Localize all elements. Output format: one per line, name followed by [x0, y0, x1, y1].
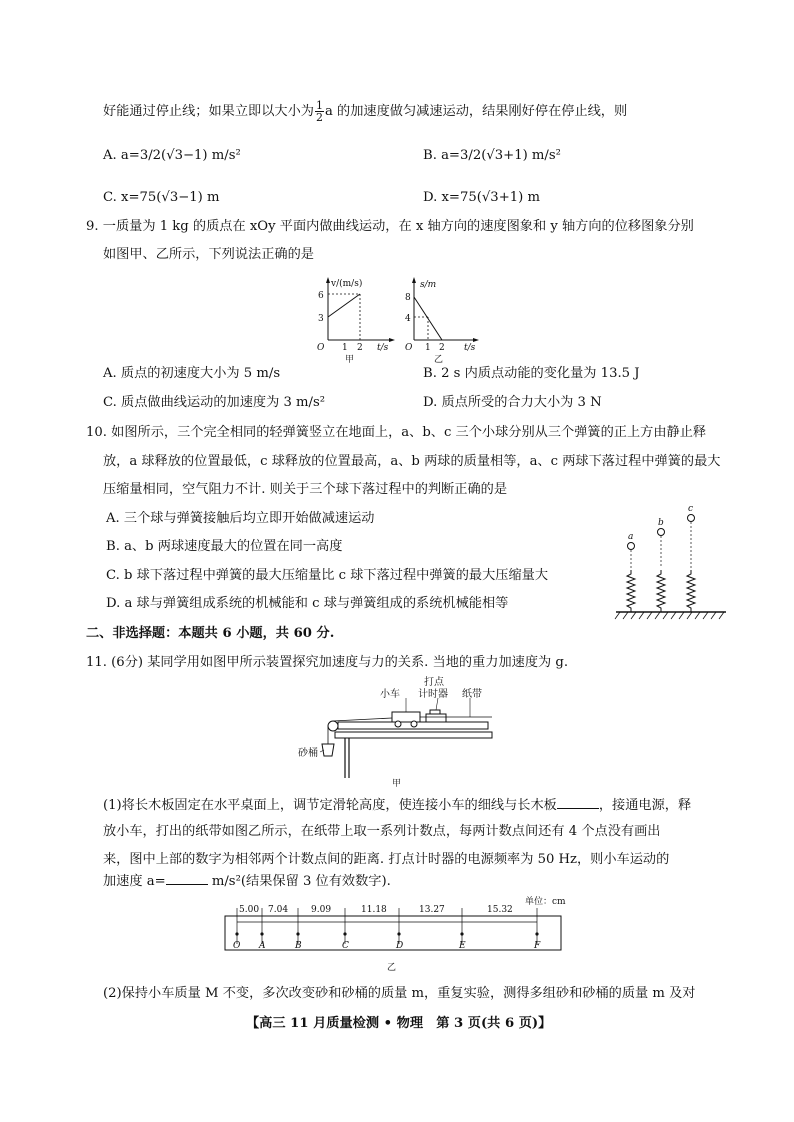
tape-unit: 单位：cm — [525, 897, 566, 907]
graph-jia-origin: O — [317, 343, 325, 353]
q11-p1-line4-b: m/s²(结果保留 3 位有效数字). — [207, 874, 391, 889]
q8-stem-text-b: a 的加速度做匀减速运动，结果刚好停在停止线，则 — [325, 104, 628, 119]
q10-stem-line1: 10. 如图所示，三个完全相同的轻弹簧竖立在地面上，a、b、c 三个小球分别从三个弹簧的正上方由静止释 — [86, 425, 707, 440]
fraction-one-half — [315, 100, 324, 123]
dist-DE: 13.27 — [419, 905, 445, 915]
q11-p1-line4-a: 加速度 a= — [103, 874, 166, 889]
spring-c — [687, 570, 695, 612]
q10-option-d[interactable]: D. a 球与弹簧组成系统的机械能和 c 球与弹簧组成的系统机械能相等 — [106, 596, 509, 611]
graph-jia-y-arrow — [326, 277, 330, 283]
graph-jia-line — [328, 294, 360, 317]
label-tape: 纸带 — [462, 689, 482, 700]
graph-yi-xtick-1: 1 — [425, 343, 431, 353]
graph-yi-y-arrow — [412, 277, 416, 283]
string-horizontal — [333, 718, 392, 721]
graph-jia-xtick-1: 1 — [342, 343, 348, 353]
q11-p1-line4 — [103, 870, 391, 892]
q10-stem-line3: 压缩量相同，空气阻力不计. 则关于三个球下落过程中的判断正确的是 — [103, 482, 508, 497]
q10-option-a[interactable]: A. 三个球与弹簧接触后均立即开始做减速运动 — [106, 511, 375, 526]
q9-stem-line1: 9. 一质量为 1 kg 的质点在 xOy 平面内做曲线运动，在 x 轴方向的速度图象和 y 轴方向的位移图象分别 — [86, 219, 694, 234]
point-O: O — [233, 941, 241, 951]
tape-caption: 乙 — [387, 963, 397, 973]
dist-AB: 7.04 — [268, 905, 289, 915]
q9-option-d[interactable]: D. 质点所受的合力大小为 3 N — [423, 395, 602, 410]
q10-option-b[interactable]: B. a、b 两球速度最大的位置在同一高度 — [106, 539, 343, 554]
graph-jia-ytick-3: 3 — [318, 314, 324, 324]
springs-figure — [612, 506, 732, 622]
spring-a — [627, 570, 635, 612]
timer-top — [430, 710, 440, 714]
tape-strip — [225, 916, 561, 950]
dist-EF: 15.32 — [487, 905, 513, 915]
q8-option-a[interactable]: A. a=3/2(√3−1) m/s² — [103, 148, 241, 163]
cart-body — [392, 712, 420, 722]
apparatus-caption: 甲 — [392, 779, 402, 789]
label-timer-top: 打点 — [424, 677, 444, 688]
frac-numerator: 1 — [316, 99, 323, 112]
graph-yi-xlabel: t/s — [464, 343, 476, 353]
graph-yi-ytick-4: 4 — [405, 314, 411, 324]
graph-yi-ylabel: s/m — [420, 280, 437, 290]
graph-yi-x-arrow — [473, 338, 479, 342]
graph-jia-caption: 甲 — [345, 355, 355, 365]
ball-b-label: b — [658, 518, 664, 528]
table-top — [335, 732, 492, 738]
point-E: E — [459, 941, 466, 951]
graph-jia-ylabel: v/(m/s) — [331, 279, 363, 289]
q11-intro: 11. (6分) 某同学用如图甲所示装置探究加速度与力的关系. 当地的重力加速度为 g. — [86, 655, 569, 670]
frac-denominator: 2 — [316, 111, 323, 124]
q11-p2-line1: (2)保持小车质量 M 不变，多次改变砂和砂桶的质量 m，重复实验，测得多组砂和砂桶的质量 m 及对 — [103, 986, 696, 1001]
answer-blank-1[interactable] — [557, 794, 599, 809]
label-timer-bottom: 计时器 — [418, 689, 448, 700]
graph-jia-ytick-6: 6 — [318, 291, 324, 301]
q8-option-b[interactable]: B. a=3/2(√3+1) m/s² — [423, 148, 561, 163]
cart-wheel-1 — [395, 721, 401, 727]
label-bucket: 砂桶 — [298, 748, 318, 759]
section-2-heading: 二、非选择题：本题共 6 小题，共 60 分. — [86, 626, 335, 641]
timer-body — [426, 714, 446, 722]
graph-jia — [300, 272, 400, 365]
ball-c — [688, 515, 695, 522]
spring-b — [657, 570, 665, 612]
ball-b — [658, 529, 665, 536]
q9-option-b[interactable]: B. 2 s 内质点动能的变化量为 13.5 J — [423, 366, 640, 381]
ball-a — [628, 543, 635, 550]
point-A: A — [259, 941, 266, 951]
q8-option-d[interactable]: D. x=75(√3+1) m — [423, 190, 540, 205]
cart-wheel-2 — [411, 721, 417, 727]
q11-p1-line1-b: ，接通电源，释 — [598, 798, 692, 813]
dist-OA: 5.00 — [239, 905, 260, 915]
tape-figure — [225, 892, 565, 974]
q8-stem-text-a: 好能通过停止线；如果立即以大小为 — [103, 104, 314, 119]
graph-yi-xtick-2: 2 — [439, 343, 445, 353]
page-footer: 【高三 11 月质量检测 • 物理 第 3 页(共 6 页)】 — [246, 1016, 552, 1031]
graph-yi-origin: O — [405, 343, 413, 353]
dist-CD: 11.18 — [361, 905, 387, 915]
ball-c-label: c — [688, 504, 694, 514]
q9-stem-line2: 如图甲、乙所示，下列说法正确的是 — [103, 247, 314, 262]
graph-yi-caption: 乙 — [434, 355, 444, 365]
ball-a-label: a — [628, 532, 634, 542]
ground-hatch — [615, 612, 724, 619]
q10-stem-line2: 放，a 球释放的位置最低，c 球释放的位置最高，a、b 两球的质量相等，a、c 两球下落过程中弹簧的最大 — [103, 454, 721, 469]
point-F: F — [534, 941, 541, 951]
point-C: C — [342, 941, 349, 951]
q11-p1-line2: 放小车，打出的纸带如图乙所示，在纸带上取一系列计数点，每两计数点间还有 4 个点没有画出 — [103, 824, 661, 839]
graph-yi — [398, 272, 498, 365]
q11-p1-line1-a: (1)将长木板固定在水平桌面上，调节定滑轮高度，使连接小车的细线与长木板 — [103, 798, 557, 813]
answer-blank-2[interactable] — [166, 870, 208, 885]
graph-yi-ytick-8: 8 — [405, 293, 411, 303]
point-D: D — [396, 941, 404, 951]
q8-stem-tail — [103, 100, 627, 123]
q9-option-a[interactable]: A. 质点的初速度大小为 5 m/s — [103, 366, 281, 381]
q9-option-c[interactable]: C. 质点做曲线运动的加速度为 3 m/s² — [103, 395, 326, 410]
label-cart: 小车 — [380, 689, 400, 700]
q11-p1-line1 — [103, 794, 691, 816]
graph-jia-x-arrow — [389, 338, 395, 342]
q8-option-c[interactable]: C. x=75(√3−1) m — [103, 190, 220, 205]
q10-option-c[interactable]: C. b 球下落过程中弹簧的最大压缩量比 c 球下落过程中弹簧的最大压缩量大 — [106, 568, 549, 583]
q11-p1-line3: 来，图中上部的数字为相邻两个计数点间的距离. 打点计时器的电源频率为 50 Hz，则小车运动的 — [103, 852, 670, 867]
graph-jia-xtick-2: 2 — [357, 343, 363, 353]
pulley — [328, 721, 338, 731]
point-B: B — [295, 941, 302, 951]
apparatus-figure — [300, 676, 500, 788]
dist-BC: 9.09 — [311, 905, 332, 915]
graph-jia-xlabel: t/s — [377, 343, 389, 353]
